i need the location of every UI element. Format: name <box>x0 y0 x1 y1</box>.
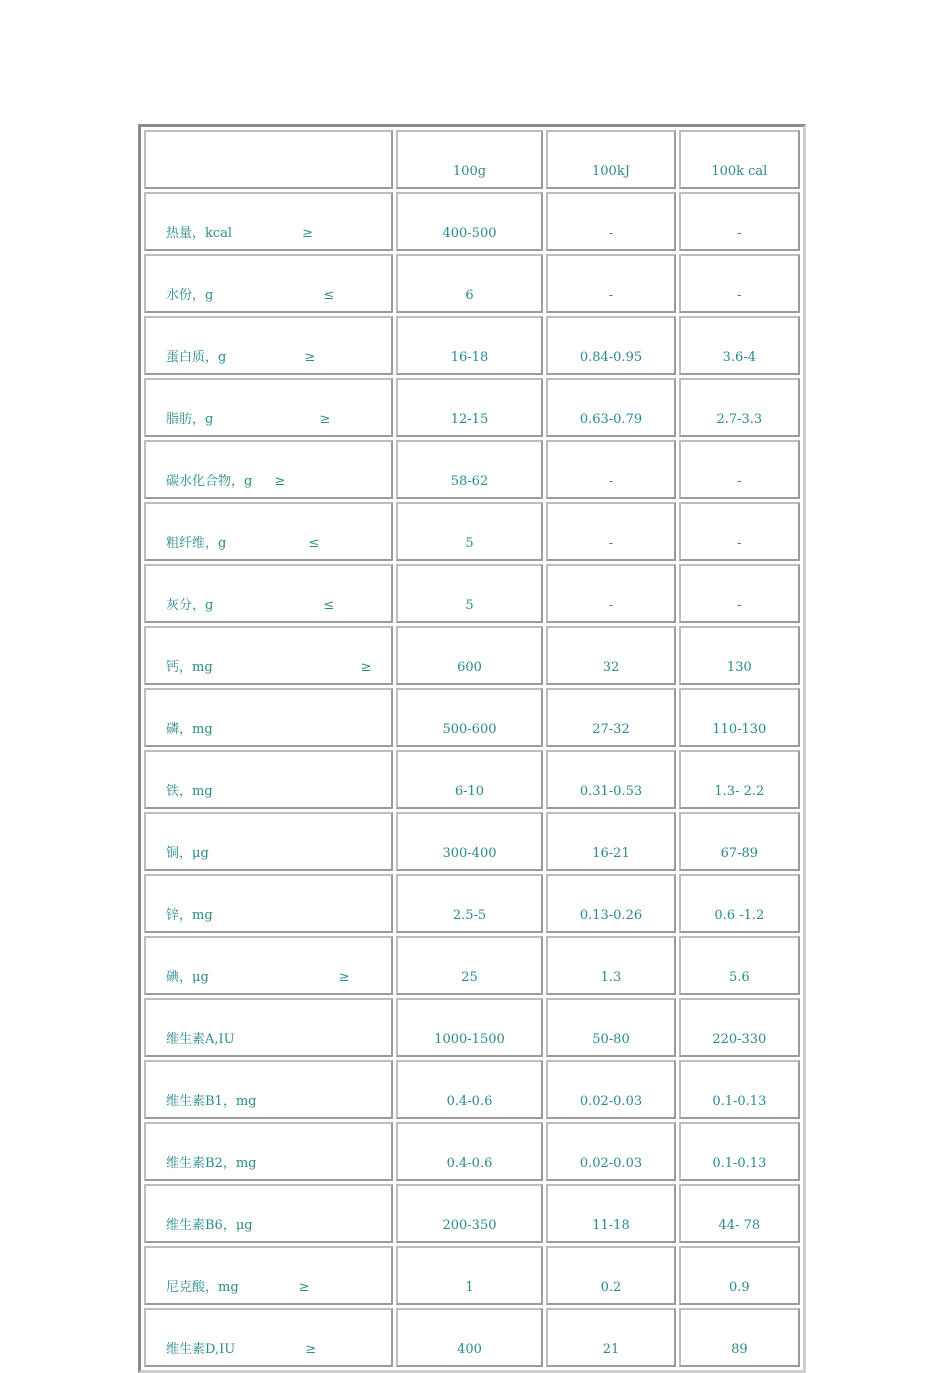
nutrient-name: 铜，μg <box>166 846 209 861</box>
table-row <box>144 1308 800 1367</box>
nutrient-name: 蛋白质，g <box>166 350 227 365</box>
value-per-100g: 12-15 <box>396 378 544 437</box>
table-row <box>144 192 800 251</box>
value-per-100kj: 0.84-0.95 <box>546 316 675 375</box>
value-per-100g: 5 <box>396 502 544 561</box>
nutrient-name: 维生素B1，mg <box>166 1094 257 1109</box>
value-per-100g: 200-350 <box>396 1184 544 1243</box>
nutrient-cell <box>144 378 393 437</box>
table-row <box>144 502 800 561</box>
inequality-symbol: ≥ <box>360 660 372 675</box>
nutrient-name: 碘，μg <box>166 970 209 985</box>
inequality-symbol: ≥ <box>305 1342 317 1357</box>
value-per-100g: 58-62 <box>396 440 544 499</box>
value-per-100kj: 1.3 <box>546 936 675 995</box>
nutrient-name: 热量，kcal <box>166 226 233 241</box>
table-row <box>144 440 800 499</box>
value-per-100kcal: 0.1-0.13 <box>679 1122 800 1181</box>
nutrient-cell <box>144 1246 393 1305</box>
value-per-100g: 5 <box>396 564 544 623</box>
value-per-100kcal: 0.9 <box>679 1246 800 1305</box>
value-per-100kj: 0.02-0.03 <box>546 1060 675 1119</box>
value-per-100kcal: 130 <box>679 626 800 685</box>
value-per-100kcal: 3.6-4 <box>679 316 800 375</box>
value-per-100g: 25 <box>396 936 544 995</box>
inequality-symbol: ≤ <box>308 536 320 551</box>
header-row <box>144 130 800 189</box>
value-per-100g: 300-400 <box>396 812 544 871</box>
nutrient-cell <box>144 936 393 995</box>
nutrient-name: 维生素A,IU <box>166 1032 235 1047</box>
nutrient-cell <box>144 626 393 685</box>
table-row <box>144 874 800 933</box>
inequality-symbol: ≥ <box>304 350 316 365</box>
value-per-100kcal: 89 <box>679 1308 800 1367</box>
value-per-100kj: - <box>546 254 675 313</box>
nutrient-name: 粗纤维，g <box>166 536 227 551</box>
nutrient-name: 碳水化合物，g <box>166 474 253 489</box>
value-per-100kj: 16-21 <box>546 812 675 871</box>
value-per-100kcal: 0.1-0.13 <box>679 1060 800 1119</box>
value-per-100g: 400-500 <box>396 192 544 251</box>
value-per-100kj: - <box>546 192 675 251</box>
value-per-100kj: 0.31-0.53 <box>546 750 675 809</box>
inequality-symbol: ≥ <box>274 474 286 489</box>
value-per-100kcal: 2.7-3.3 <box>679 378 800 437</box>
table-row <box>144 378 800 437</box>
value-per-100kcal: 110-130 <box>679 688 800 747</box>
header-nutrient-cell <box>144 130 393 189</box>
value-per-100g: 1000-1500 <box>396 998 544 1057</box>
nutrient-cell <box>144 998 393 1057</box>
value-per-100g: 500-600 <box>396 688 544 747</box>
value-per-100kcal: - <box>679 564 800 623</box>
value-per-100g: 6 <box>396 254 544 313</box>
value-per-100kcal: 44- 78 <box>679 1184 800 1243</box>
value-per-100g: 6-10 <box>396 750 544 809</box>
value-per-100kj: - <box>546 440 675 499</box>
nutrient-cell <box>144 316 393 375</box>
table-row <box>144 1060 800 1119</box>
value-per-100kcal: - <box>679 502 800 561</box>
table-row <box>144 936 800 995</box>
nutrient-name: 尼克酸，mg <box>166 1280 239 1295</box>
table-row <box>144 812 800 871</box>
nutrient-cell <box>144 812 393 871</box>
nutrient-name: 锌，mg <box>166 908 213 923</box>
nutrient-cell <box>144 564 393 623</box>
nutrient-cell <box>144 502 393 561</box>
nutrient-name: 铁，mg <box>166 784 213 799</box>
value-per-100kcal: 5.6 <box>679 936 800 995</box>
nutrient-name: 脂肪，g <box>166 412 214 427</box>
inequality-symbol: ≤ <box>323 288 335 303</box>
value-per-100kj: 0.13-0.26 <box>546 874 675 933</box>
value-per-100g: 2.5-5 <box>396 874 544 933</box>
value-per-100g: 0.4-0.6 <box>396 1060 544 1119</box>
value-per-100kj: - <box>546 564 675 623</box>
value-per-100kj: - <box>546 502 675 561</box>
nutrient-cell <box>144 192 393 251</box>
value-per-100g: 0.4-0.6 <box>396 1122 544 1181</box>
table-row <box>144 254 800 313</box>
nutrient-name: 钙，mg <box>166 660 213 675</box>
value-per-100g: 400 <box>396 1308 544 1367</box>
value-per-100kj: 32 <box>546 626 675 685</box>
value-per-100kj: 0.2 <box>546 1246 675 1305</box>
table-row <box>144 998 800 1057</box>
table-row <box>144 564 800 623</box>
value-per-100kj: 11-18 <box>546 1184 675 1243</box>
value-per-100g: 600 <box>396 626 544 685</box>
inequality-symbol: ≥ <box>338 970 350 985</box>
inequality-symbol: ≥ <box>319 412 331 427</box>
value-per-100kj: 50-80 <box>546 998 675 1057</box>
nutrient-name: 维生素B6，μg <box>166 1218 253 1233</box>
nutrient-name: 灰分，g <box>166 598 214 613</box>
nutrient-cell <box>144 440 393 499</box>
value-per-100kcal: 220-330 <box>679 998 800 1057</box>
value-per-100kj: 0.63-0.79 <box>546 378 675 437</box>
inequality-symbol: ≤ <box>323 598 335 613</box>
value-per-100kcal: 0.6 -1.2 <box>679 874 800 933</box>
value-per-100kj: 27-32 <box>546 688 675 747</box>
nutrient-cell <box>144 1184 393 1243</box>
value-per-100kj: 21 <box>546 1308 675 1367</box>
table-row <box>144 688 800 747</box>
nutrient-cell <box>144 1308 393 1367</box>
table-row <box>144 1122 800 1181</box>
header-per-100g: 100g <box>396 130 544 189</box>
inequality-symbol: ≥ <box>302 226 313 241</box>
table-row <box>144 316 800 375</box>
header-per-100kcal: 100k cal <box>679 130 800 189</box>
value-per-100g: 16-18 <box>396 316 544 375</box>
nutrient-name: 维生素B2，mg <box>166 1156 257 1171</box>
value-per-100kcal: 1.3- 2.2 <box>679 750 800 809</box>
table-row <box>144 750 800 809</box>
nutrient-cell <box>144 874 393 933</box>
value-per-100kcal: - <box>679 254 800 313</box>
table-row <box>144 626 800 685</box>
header-per-100kj: 100kJ <box>546 130 675 189</box>
nutrient-cell <box>144 254 393 313</box>
nutrient-cell <box>144 688 393 747</box>
nutrient-cell <box>144 1060 393 1119</box>
value-per-100g: 1 <box>396 1246 544 1305</box>
table-body <box>144 130 800 1367</box>
table-row <box>144 1246 800 1305</box>
value-per-100kcal: 67-89 <box>679 812 800 871</box>
nutrient-name: 维生素D,IU <box>166 1342 236 1357</box>
nutrient-cell <box>144 1122 393 1181</box>
value-per-100kcal: - <box>679 440 800 499</box>
nutrient-name: 磷，mg <box>166 722 213 737</box>
nutrient-name: 水份，g <box>166 288 214 303</box>
nutrient-cell <box>144 750 393 809</box>
value-per-100kj: 0.02-0.03 <box>546 1122 675 1181</box>
value-per-100kcal: - <box>679 192 800 251</box>
nutrition-table <box>138 124 806 1373</box>
table-row <box>144 1184 800 1243</box>
inequality-symbol: ≥ <box>298 1280 310 1295</box>
